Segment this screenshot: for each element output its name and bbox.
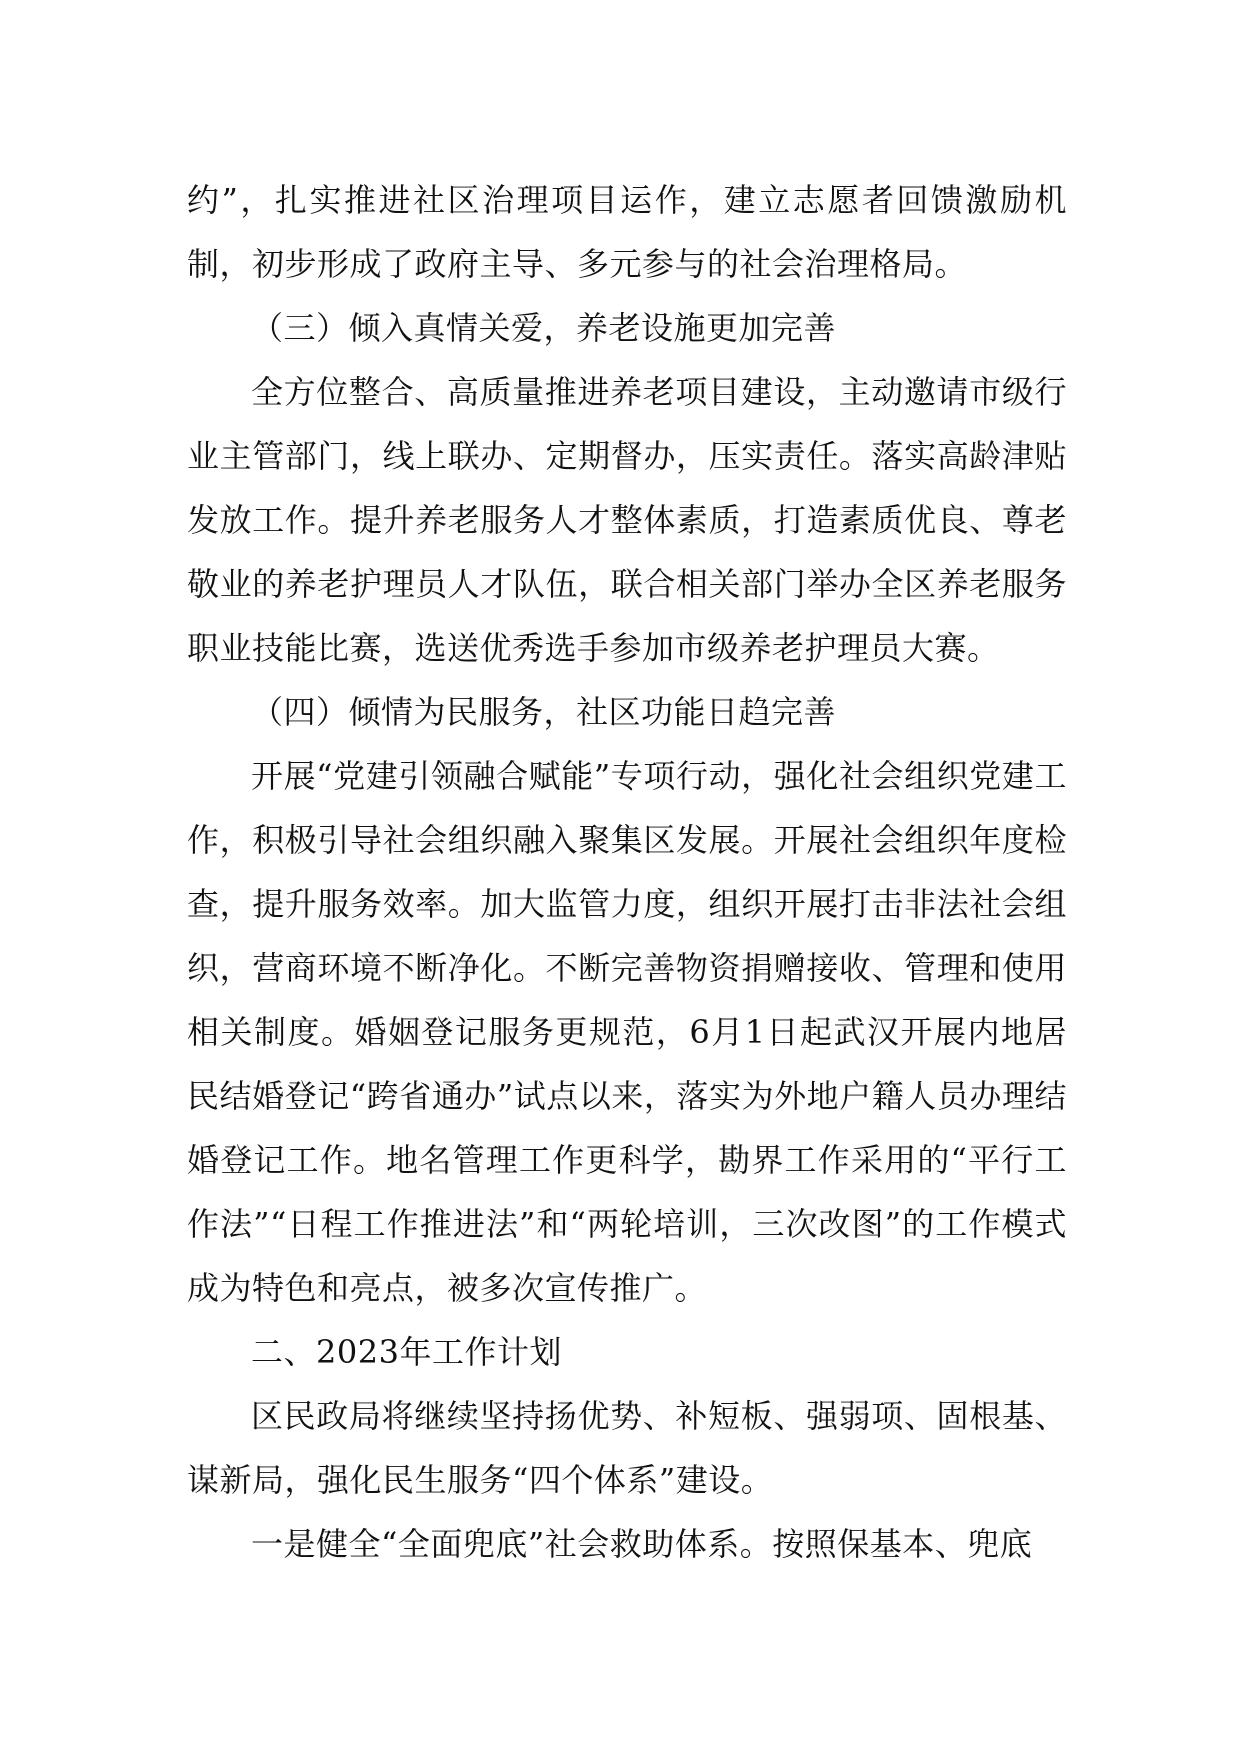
paragraph-social-assistance: 一是健全“全面兜底”社会救助体系。按照保基本、兜底 bbox=[251, 1525, 1033, 1563]
paragraph-community-service: 开展“党建引领融合赋能”专项行动，强化社会组织党建工作，积极引导社会组织融入聚集区发展。开展社会组织年度检查，提升服务效率。加大监管力度，组织开展打击非法社会组织，营商环境不断净化。不断完善物资捐赠接收、管理和使用相关制度。婚姻登记服务更规范，6月1日起武汉开展内地居民结婚登记“跨省通办”试点以来，落实为外地户籍人员办理结婚登记工作。地名管理工作更科学，勘界工作采用的“平行工作法”“日程工作推进法”和“两轮培训，三次改图”的工作模式成为特色和亮点，被多次宣传推广。 bbox=[187, 757, 1067, 1307]
paragraph-plan-intro: 区民政局将继续坚持扬优势、补短板、强弱项、固根基、谋新局，强化民生服务“四个体系”建设。 bbox=[187, 1397, 1067, 1499]
section-heading-plan: 二、2023年工作计划 bbox=[251, 1333, 562, 1371]
document-body bbox=[187, 168, 1067, 1576]
section-heading-three: （三）倾入真情关爱，养老设施更加完善 bbox=[251, 309, 837, 347]
section-heading-four: （四）倾情为民服务，社区功能日趋完善 bbox=[251, 693, 837, 731]
paragraph-elderly-care: 全方位整合、高质量推进养老项目建设，主动邀请市级行业主管部门，线上联办、定期督办，压实责任。落实高龄津贴发放工作。提升养老服务人才整体素质，打造素质优良、尊老敬业的养老护理员人才队伍，联合相关部门举办全区养老服务职业技能比赛，选送优秀选手参加市级养老护理员大赛。 bbox=[187, 373, 1067, 667]
paragraph-continuation: 约”，扎实推进社区治理项目运作，建立志愿者回馈激励机制，初步形成了政府主导、多元参与的社会治理格局。 bbox=[187, 181, 1067, 283]
